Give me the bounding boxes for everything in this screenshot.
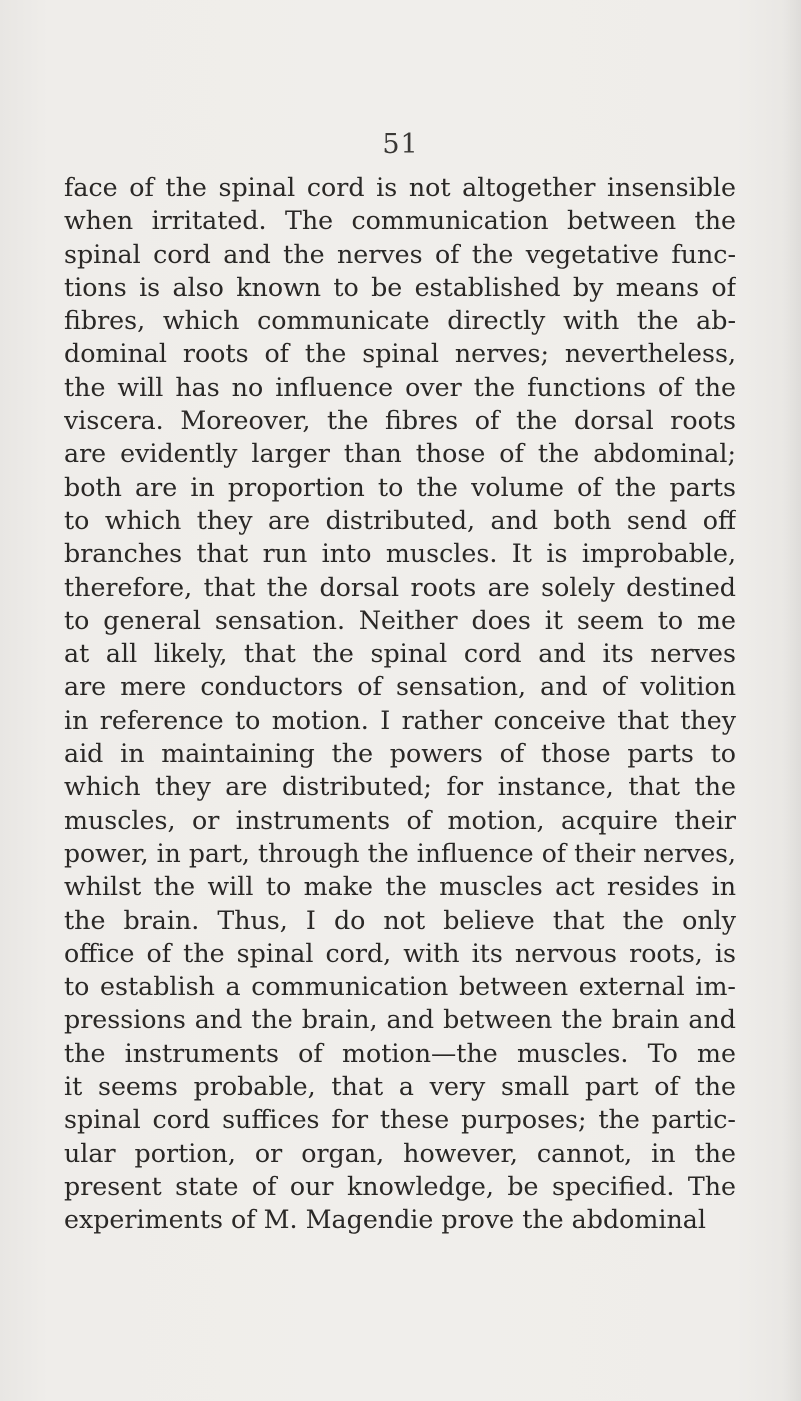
text-line: the instruments of motion—the muscles. To me	[64, 1038, 736, 1068]
text-line: the brain. Thus, I do not believe that the only	[64, 905, 736, 935]
text-line: are mere conductors of sensation, and of volition	[64, 672, 736, 702]
text-line: spinal cord and the nerves of the vegetative func-	[64, 239, 736, 269]
text-line: power, in part, through the influence of their nerves,	[64, 838, 736, 868]
text-line: to general sensation. Neither does it seem to me	[64, 605, 736, 635]
text-line: pressions and the brain, and between the brain and	[64, 1005, 736, 1035]
text-line: when irritated. The communication between the	[64, 206, 736, 236]
text-line: present state of our knowledge, be specified. The	[64, 1171, 736, 1201]
text-line: aid in maintaining the powers of those parts to	[64, 739, 736, 769]
text-line: therefore, that the dorsal roots are solely destined	[64, 572, 736, 602]
text-line: at all likely, that the spinal cord and its nerves	[64, 639, 736, 669]
text-line: fibres, which communicate directly with the ab-	[64, 306, 736, 336]
text-line: in reference to motion. I rather conceive that they	[64, 705, 736, 735]
text-line: the will has no influence over the functions of the	[64, 372, 736, 402]
text-line: whilst the will to make the muscles act resides in	[64, 872, 736, 902]
text-line: which they are distributed; for instance, that the	[64, 772, 736, 802]
text-line: muscles, or instruments of motion, acquire their	[64, 805, 736, 835]
text-line: spinal cord suffices for these purposes; the partic-	[64, 1105, 736, 1135]
text-line: both are in proportion to the volume of the parts	[64, 472, 736, 502]
text-line: it seems probable, that a very small part of the	[64, 1072, 736, 1102]
text-line: ular portion, or organ, however, cannot, in the	[64, 1138, 736, 1168]
text-line: dominal roots of the spinal nerves; nevertheless,	[64, 339, 736, 369]
text-line: office of the spinal cord, with its nervous roots, is	[64, 938, 736, 968]
text-line: branches that run into muscles. It is improbable,	[64, 539, 736, 569]
page-edge-shadow	[783, 0, 801, 1401]
text-line: experiments of M. Magendie prove the abdominal	[64, 1205, 706, 1235]
text-line: tions is also known to be established by means of	[64, 272, 736, 302]
page-number: 51	[382, 129, 419, 160]
text-line: to which they are distributed, and both send off	[64, 505, 736, 535]
text-line: face of the spinal cord is not altogether insensible	[64, 173, 736, 202]
text-line: viscera. Moreover, the fibres of the dorsal roots	[64, 406, 736, 436]
body-text	[64, 171, 736, 1237]
text-line: to establish a communication between external im-	[64, 972, 736, 1002]
text-line: are evidently larger than those of the abdominal;	[64, 439, 736, 469]
